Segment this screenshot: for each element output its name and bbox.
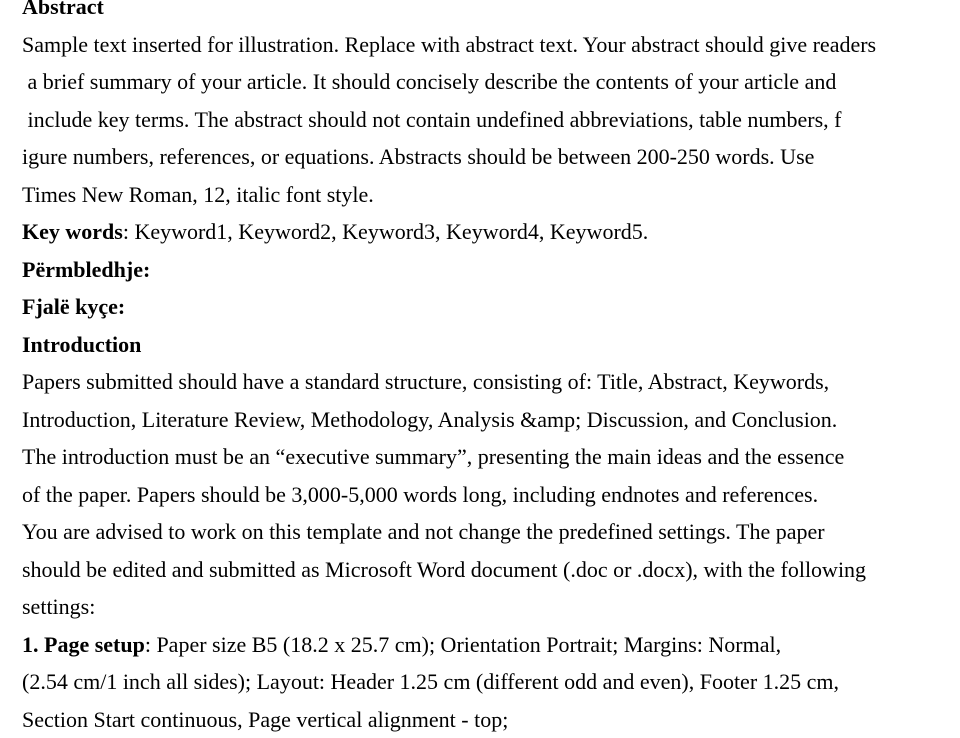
text-line bbox=[22, 326, 960, 364]
text-line bbox=[22, 288, 960, 326]
text-line bbox=[22, 363, 960, 401]
text-line bbox=[22, 401, 960, 439]
text-line bbox=[22, 213, 960, 251]
text-line bbox=[22, 476, 960, 514]
text-line bbox=[22, 176, 960, 214]
text-line-regular-segment: The introduction must be an “executive summary”, presenting the main ideas and the essence bbox=[22, 444, 844, 469]
document-body bbox=[22, 0, 960, 738]
text-line bbox=[22, 101, 960, 139]
text-line-bold-segment: Introduction bbox=[22, 332, 141, 357]
text-line-regular-segment: should be edited and submitted as Microsoft Word document (.doc or .docx), with the following bbox=[22, 557, 866, 582]
text-line-regular-segment: Times New Roman, 12, italic font style. bbox=[22, 182, 374, 207]
text-line-bold-segment: Key words bbox=[22, 219, 123, 244]
text-line bbox=[22, 138, 960, 176]
text-line-regular-segment: (2.54 cm/1 inch all sides); Layout: Header 1.25 cm (different odd and even), Footer 1.25 cm, bbox=[22, 669, 839, 694]
text-line-bold-segment: Fjalë kyçe: bbox=[22, 294, 125, 319]
text-line bbox=[22, 251, 960, 289]
text-line-regular-segment: settings: bbox=[22, 594, 95, 619]
text-line bbox=[22, 588, 960, 626]
text-line-regular-segment: Section Start continuous, Page vertical alignment - top; bbox=[22, 707, 508, 732]
text-line-regular-segment: Sample text inserted for illustration. Replace with abstract text. Your abstract should give readers bbox=[22, 32, 876, 57]
text-line-bold-segment: Abstract bbox=[22, 0, 104, 19]
text-line bbox=[22, 513, 960, 551]
text-line-regular-segment: include key terms. The abstract should not contain undefined abbreviations, table numbers, f bbox=[22, 107, 841, 132]
text-line bbox=[22, 701, 960, 738]
text-line bbox=[22, 0, 960, 26]
text-line-regular-segment: Introduction, Literature Review, Methodology, Analysis &amp; Discussion, and Conclusion. bbox=[22, 407, 837, 432]
text-line-bold-segment: 1. Page setup bbox=[22, 632, 145, 657]
text-line-regular-segment: Papers submitted should have a standard structure, consisting of: Title, Abstract, Keywords, bbox=[22, 369, 829, 394]
text-line-bold-segment: Përmbledhje: bbox=[22, 257, 150, 282]
document-page bbox=[22, 0, 960, 738]
text-line-regular-segment: a brief summary of your article. It should concisely describe the contents of your article and bbox=[22, 69, 836, 94]
text-line bbox=[22, 26, 960, 64]
text-line bbox=[22, 626, 960, 664]
text-line-regular-segment: : Paper size B5 (18.2 x 25.7 cm); Orientation Portrait; Margins: Normal, bbox=[145, 632, 781, 657]
text-line bbox=[22, 663, 960, 701]
text-line-regular-segment: You are advised to work on this template and not change the predefined settings. The paper bbox=[22, 519, 825, 544]
text-line-regular-segment: : Keyword1, Keyword2, Keyword3, Keyword4, Keyword5. bbox=[123, 219, 648, 244]
text-line bbox=[22, 551, 960, 589]
text-line bbox=[22, 438, 960, 476]
text-line-regular-segment: igure numbers, references, or equations. Abstracts should be between 200-250 words. Use bbox=[22, 144, 814, 169]
text-line-regular-segment: of the paper. Papers should be 3,000-5,000 words long, including endnotes and references. bbox=[22, 482, 818, 507]
text-line bbox=[22, 63, 960, 101]
